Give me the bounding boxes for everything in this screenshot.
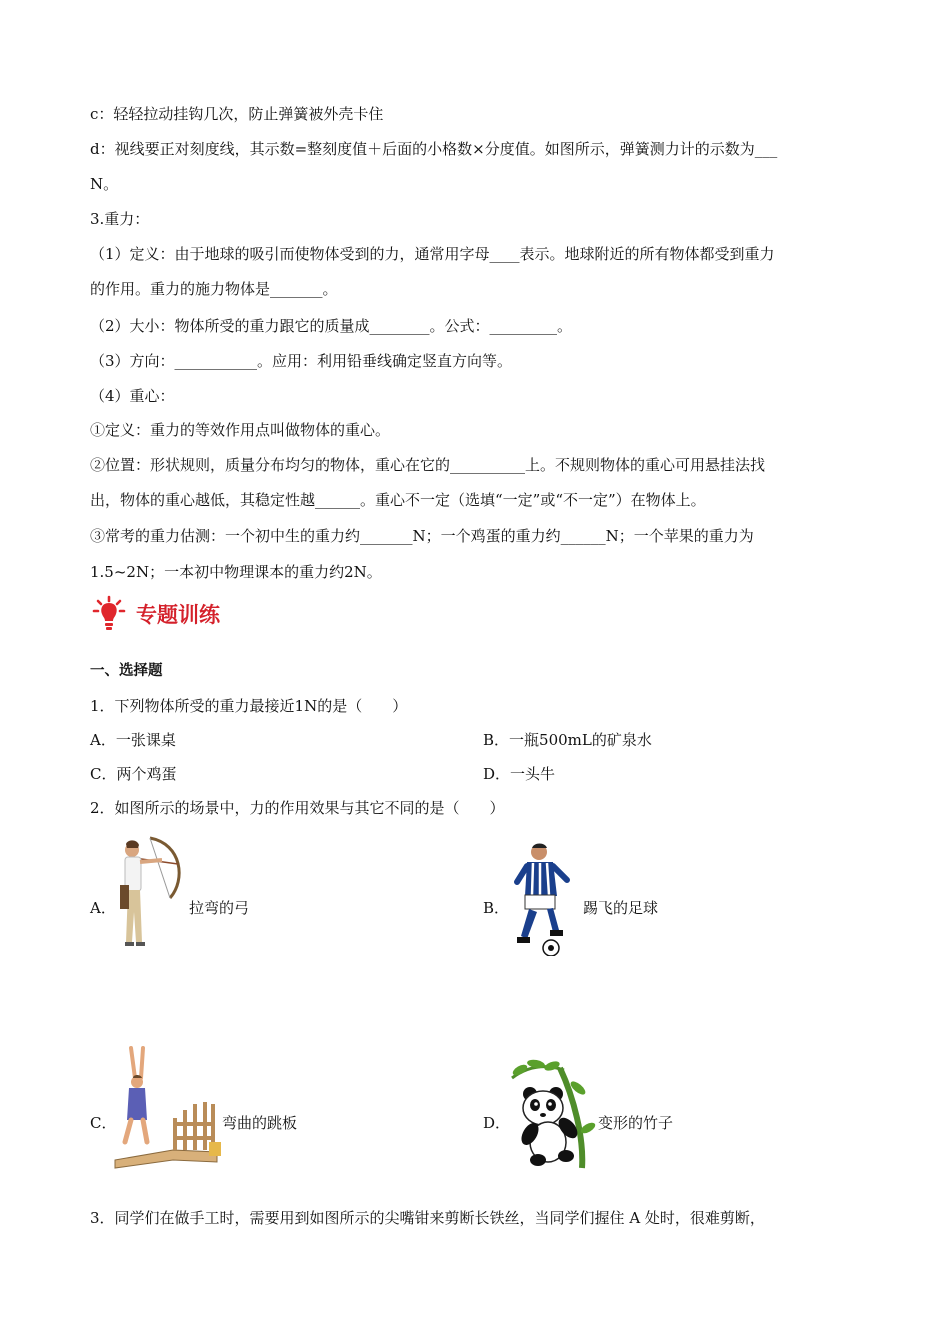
option-d[interactable]: D．一头牛 [483,765,556,783]
text-line: （3）方向：___________。应用：利用铅垂线确定竖直方向等。 [90,352,513,370]
option-c-letter[interactable]: C． [90,1114,117,1132]
text-line: c：轻轻拉动挂钩几次，防止弹簧被外壳卡住 [90,105,384,123]
section-heading: 一、选择题 [90,663,163,679]
text-line: 出，物体的重心越低，其稳定性越______。重心不一定（选填“一定”或“不一定”）在物体上。 [90,491,706,509]
text-line: （1）定义：由于地球的吸引而使物体受到的力，通常用字母____表示。地球附近的所有物体都受到重力 [90,245,775,263]
option-a[interactable]: A．一张课桌 [90,731,176,749]
option-c[interactable]: C．两个鸡蛋 [90,765,177,783]
option-a-letter[interactable]: A． [90,899,116,917]
question-stem: 1．下列物体所受的重力最接近1N的是（ ） [90,697,408,715]
option-b-caption: 踢飞的足球 [583,899,659,917]
question-stem: 2．如图所示的场景中，力的作用效果与其它不同的是（ ） [90,799,505,817]
soccer-player-image [507,840,582,956]
archer-image [112,830,187,958]
option-a-caption: 拉弯的弓 [189,899,250,917]
option-b-letter[interactable]: B． [483,899,510,917]
text-line: （4）重心： [90,387,175,405]
option-b[interactable]: B．一瓶500mL的矿泉水 [483,731,652,749]
text-line: 1.5~2N；一本初中物理课本的重力约2N。 [90,563,382,581]
text-line: ①定义：重力的等效作用点叫做物体的重心。 [90,421,391,439]
option-c-caption: 弯曲的跳板 [222,1114,298,1132]
question-stem: 3．同学们在做手工时，需要用到如图所示的尖嘴钳来剪断长铁丝，当同学们握住 A 处时，很难剪断， [90,1209,765,1227]
section-title [92,594,220,634]
diver-springboard-image [113,1044,221,1172]
text-line: 3.重力： [90,210,150,228]
text-line: ③常考的重力估测：一个初中生的重力约_______N；一个鸡蛋的重力约______N；一个苹果的重力为 [90,527,754,545]
lightbulb-icon [92,594,132,634]
text-line: ②位置：形状规则，质量分布均匀的物体，重心在它的__________上。不规则物体的重心可用悬挂法找 [90,456,766,474]
text-line: N。 [90,175,119,193]
text-line: （2）大小：物体所受的重力跟它的质量成________。公式：_________。 [90,317,573,335]
section-title-text: 专题训练 [136,603,220,627]
text-line: d：视线要正对刻度线，其示数=整刻度值＋后面的小格数×分度值。如图所示，弹簧测力计的示数为___ [90,140,778,158]
option-d-letter[interactable]: D． [483,1114,511,1132]
text-line: 的作用。重力的施力物体是_______。 [90,280,338,298]
option-d-caption: 变形的竹子 [598,1114,674,1132]
panda-bamboo-image [508,1058,596,1170]
